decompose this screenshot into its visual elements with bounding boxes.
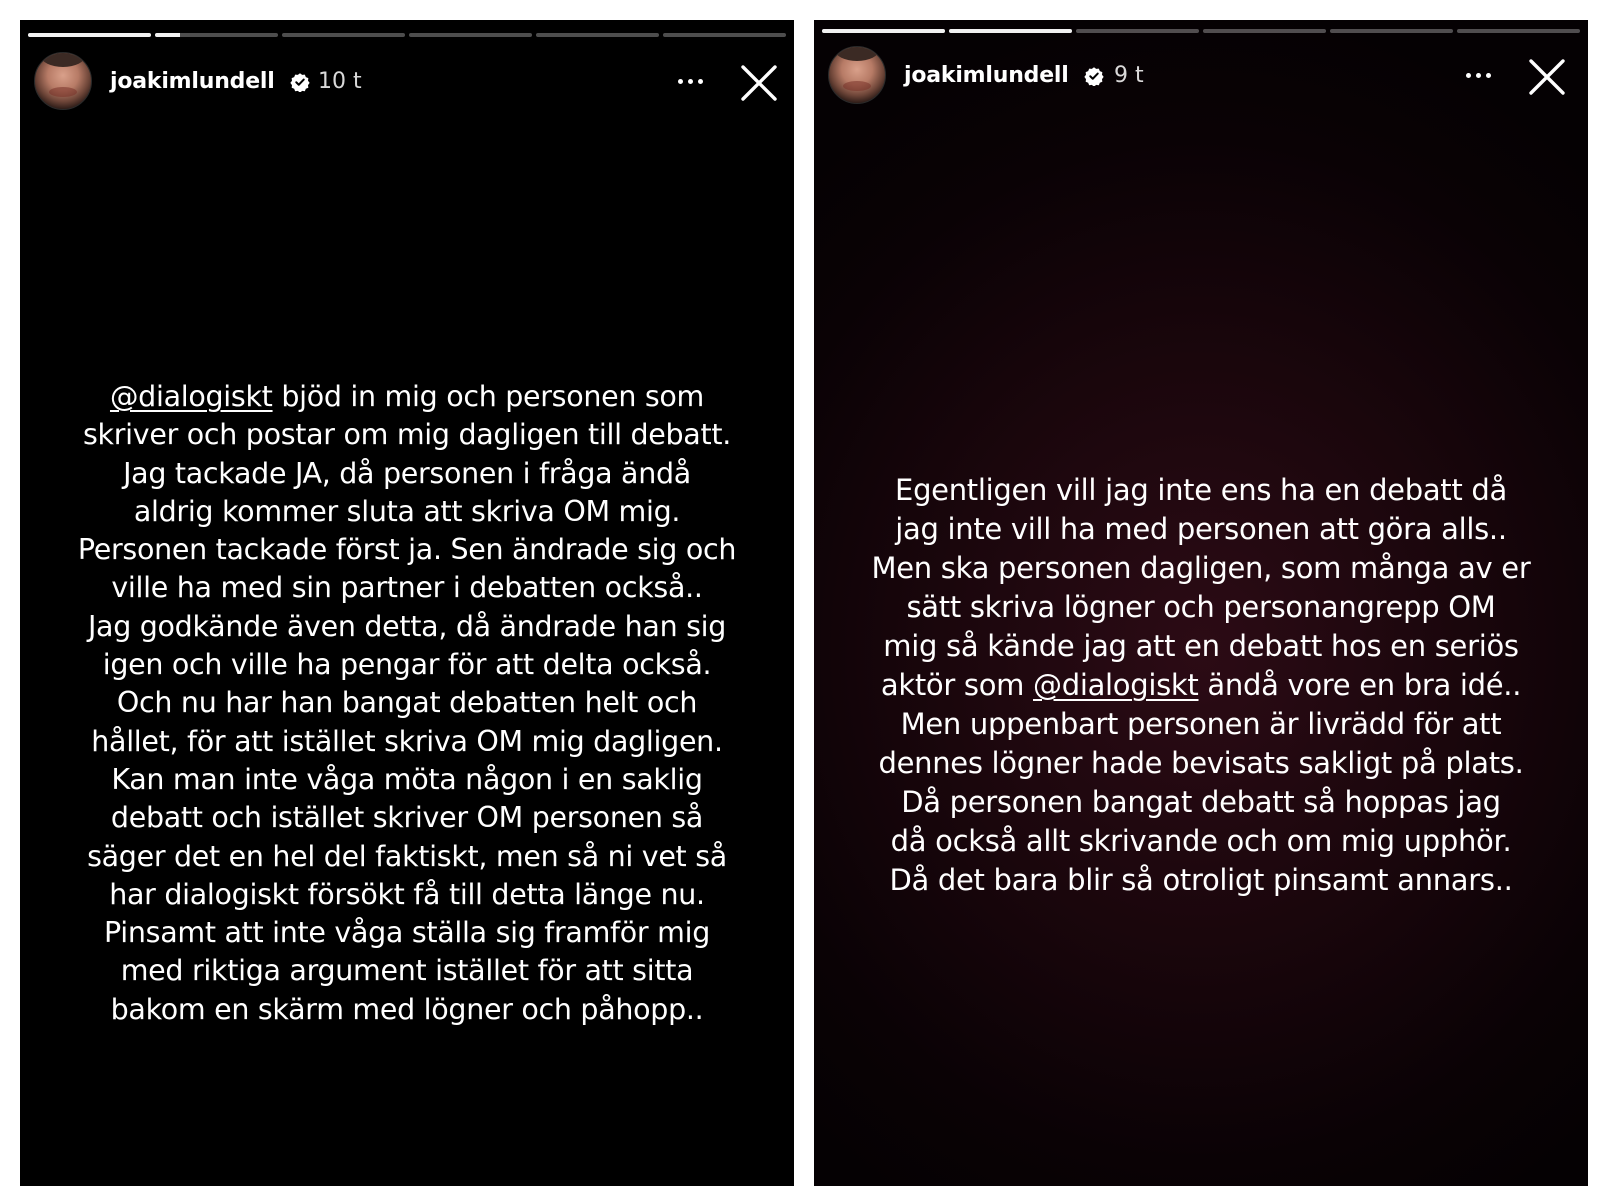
progress-segment: [1457, 29, 1580, 33]
story-text-line: Men ska personen dagligen, som många av er: [871, 551, 1531, 585]
story-text-line: Kan man inte våga möta någon i en saklig: [111, 762, 703, 796]
story-text-line: Jag tackade JA, då personen i fråga ändå: [123, 456, 691, 490]
progress-fill: [949, 29, 1072, 33]
verified-badge-icon: [1084, 66, 1104, 86]
story-text-line: [40, 378, 774, 416]
story-text-line: dennes lögner hade bevisats sakligt på plats.: [878, 746, 1524, 780]
mention-link[interactable]: @dialogiskt: [109, 380, 273, 413]
story-text-line: debatt och istället skriver OM personen så: [110, 801, 704, 835]
close-icon[interactable]: [740, 64, 778, 102]
story-text-line: [834, 666, 1568, 705]
story-text-line: hållet, för att istället skriva OM mig dagligen.: [91, 724, 723, 758]
more-dot: [1486, 73, 1491, 78]
more-dot: [678, 79, 683, 84]
story-text-line: skriver och postar om mig dagligen till debatt.: [83, 418, 731, 452]
story-text-line: säger det en hel del faktiskt, men så ni vet så: [87, 839, 727, 873]
story-text: [40, 378, 774, 1029]
more-dot: [1466, 73, 1471, 78]
avatar-hair: [835, 46, 879, 61]
story-text-line: sätt skriva lögner och personangrepp OM: [906, 590, 1496, 624]
username[interactable]: joakimlundell: [110, 69, 275, 94]
story-time-ago: 9 t: [1114, 63, 1144, 88]
story-progress-bar: [28, 33, 786, 37]
close-icon[interactable]: [1528, 58, 1566, 96]
story-text-line: med riktiga argument istället för att sitta: [120, 954, 694, 988]
story-text-line: Då det bara blir så otroligt pinsamt annars..: [889, 863, 1513, 897]
progress-fill: [155, 33, 180, 37]
progress-segment: [536, 33, 659, 37]
story-text-line: ville ha med sin partner i debatten också..: [111, 571, 703, 605]
progress-segment: [28, 33, 151, 37]
story-text-fragment: bjöd in mig och personen som: [272, 380, 705, 413]
story-text-line: Och nu har han bangat debatten helt och: [116, 686, 698, 720]
mention-link[interactable]: @dialogiskt: [1033, 668, 1199, 702]
story-text-line: bakom en skärm med lögner och påhopp..: [110, 992, 704, 1026]
story-text: [834, 471, 1568, 900]
avatar-hair: [41, 52, 85, 67]
more-options-icon[interactable]: [670, 66, 710, 96]
progress-fill: [822, 29, 945, 33]
story-text-line: igen och ville ha pengar för att delta också.: [102, 648, 712, 682]
progress-segment: [1330, 29, 1453, 33]
story-header: [828, 46, 1580, 106]
story-viewer-left[interactable]: [20, 20, 794, 1186]
progress-segment: [822, 29, 945, 33]
story-progress-bar: [822, 29, 1580, 33]
story-header: [34, 52, 786, 112]
progress-segment: [282, 33, 405, 37]
story-text-line: Då personen bangat debatt så hoppas jag: [901, 785, 1501, 819]
avatar-mouth: [49, 87, 77, 97]
avatar[interactable]: [34, 52, 92, 110]
verified-badge-icon: [290, 72, 310, 92]
progress-segment: [663, 33, 786, 37]
story-text-line: aldrig kommer sluta att skriva OM mig.: [133, 494, 681, 528]
story-text-line: Personen tackade först ja. Sen ändrade sig och: [77, 533, 737, 567]
story-text-line: Egentligen vill jag inte ens ha en debatt då: [895, 473, 1507, 507]
more-dot: [1476, 73, 1481, 78]
more-options-icon[interactable]: [1458, 60, 1498, 90]
story-text-line: mig så kände jag att en debatt hos en seriös: [883, 629, 1519, 663]
story-text-line: har dialogiskt försökt få till detta länge nu.: [109, 877, 705, 911]
progress-segment: [949, 29, 1072, 33]
more-dot: [698, 79, 703, 84]
story-text-line: Men uppenbart personen är livrädd för att: [900, 707, 1502, 741]
progress-fill: [28, 33, 151, 37]
username[interactable]: joakimlundell: [904, 63, 1069, 88]
progress-segment: [155, 33, 278, 37]
story-text-line: Pinsamt att inte våga ställa sig framför mig: [104, 916, 710, 950]
progress-segment: [1203, 29, 1326, 33]
story-text-line: Jag godkände även detta, då ändrade han sig: [87, 609, 727, 643]
story-text-fragment: ändå vore en bra idé..: [1198, 668, 1522, 702]
avatar-mouth: [843, 81, 871, 91]
progress-segment: [1076, 29, 1199, 33]
story-viewer-right[interactable]: [814, 20, 1588, 1186]
story-time-ago: 10 t: [318, 69, 362, 94]
avatar[interactable]: [828, 46, 886, 104]
story-text-line: då också allt skrivande och om mig upphör.: [890, 824, 1512, 858]
story-text-fragment: aktör som: [880, 668, 1034, 702]
story-text-line: jag inte vill ha med personen att göra alls..: [895, 512, 1507, 546]
more-dot: [688, 79, 693, 84]
progress-segment: [409, 33, 532, 37]
